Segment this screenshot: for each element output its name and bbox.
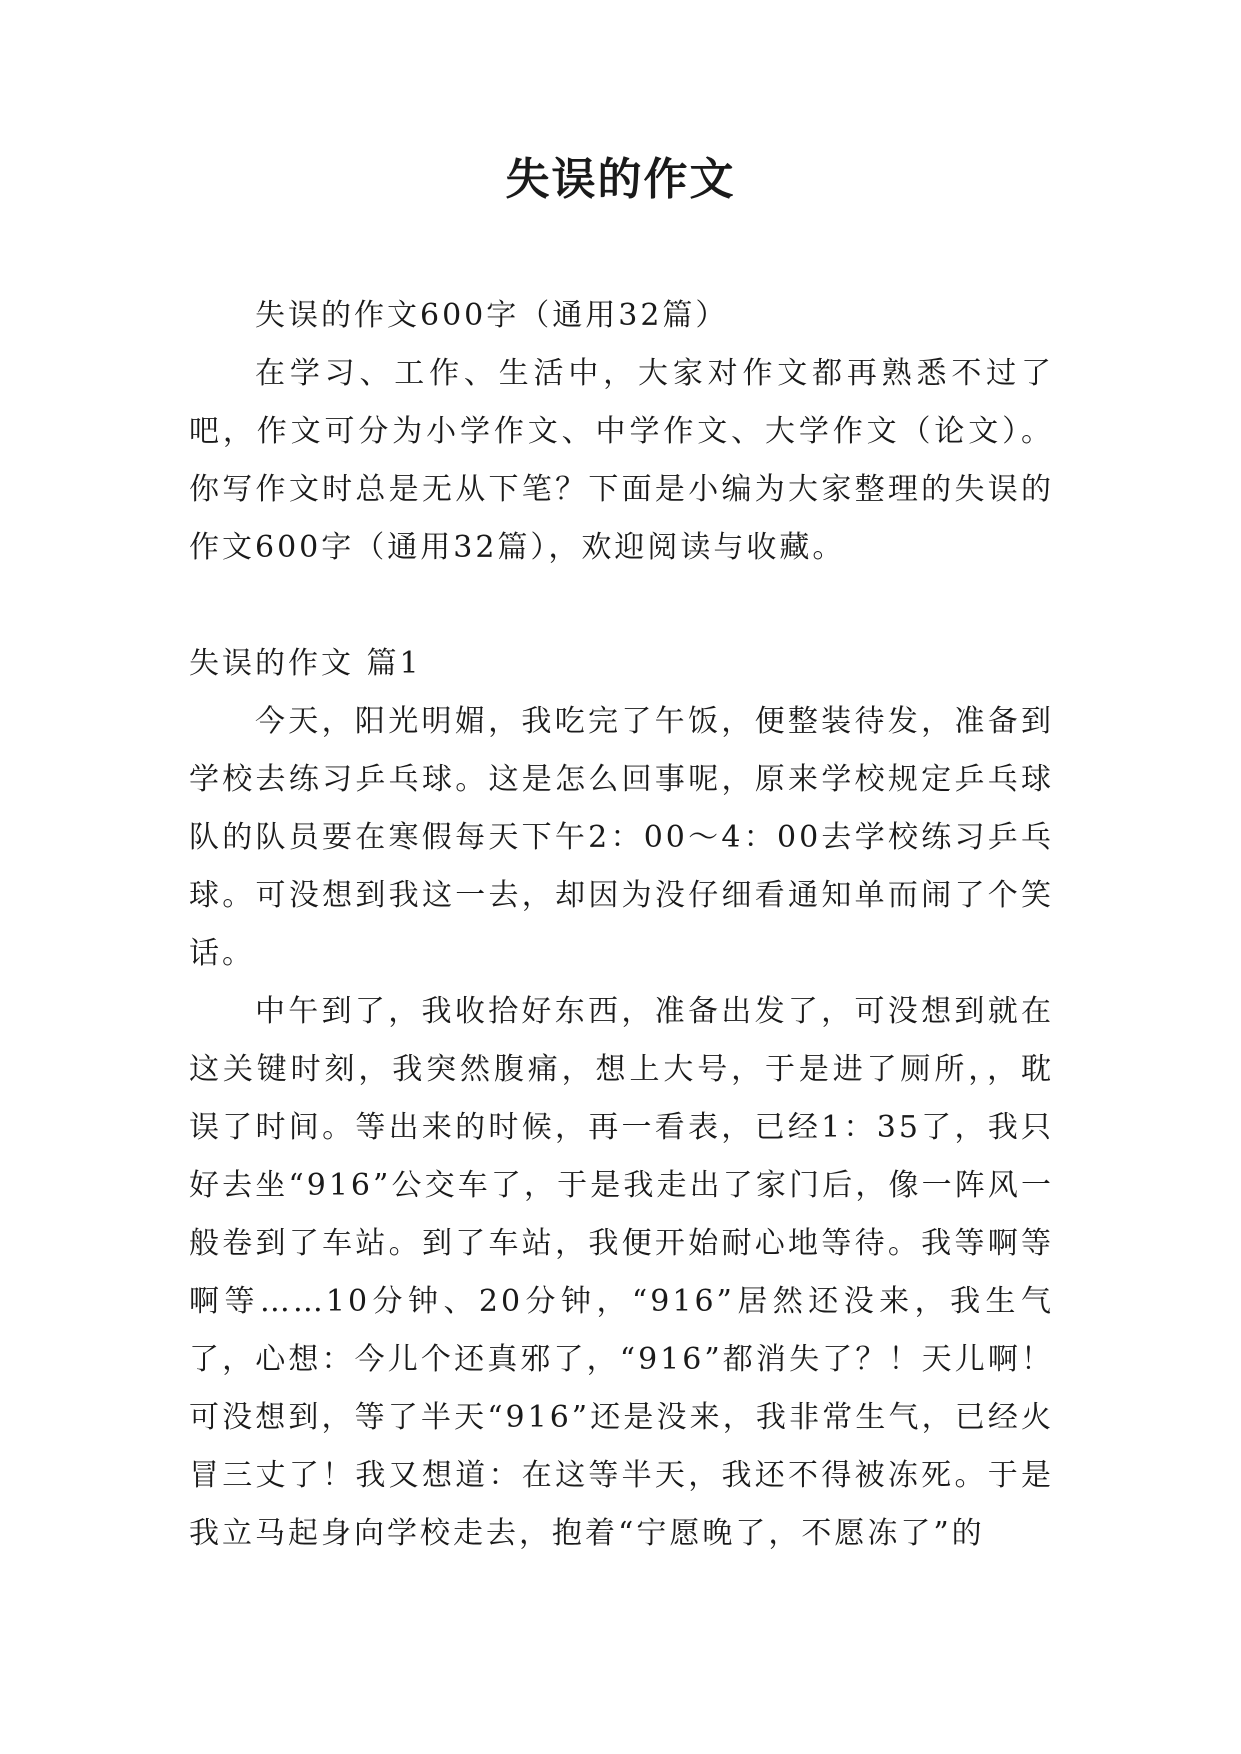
section-spacer xyxy=(189,577,1054,635)
document-subtitle: 失误的作文600字（通用32篇） xyxy=(255,298,729,333)
body-paragraph-2: 中午到了，我收拾好东西，准备出发了，可没想到就在这关键时刻，我突然腹痛，想上大号，于是进了厕所，，耽误了时间。等出来的时候，再一看表，已经1：35了，我只好去坐“916”公交车了，于是我走出了家门后，像一阵风一般卷到了车站。到了车站，我便开始耐心地等待。我等啊等啊等……10分钟、20分钟，“916”居然还没来，我生气了，心想：今儿个还真邪了，“916”都消失了？！天儿啊！可没想到，等了半天“916”还是没来，我非常生气，已经火冒三丈了！我又想道：在这等半天，我还不得被冻死。于是我立马起身向学校走去，抱着“宁愿晚了，不愿冻了”的 xyxy=(189,994,1054,1551)
document-body xyxy=(189,287,1054,1563)
body-paragraph-1: 今天，阳光明媚，我吃完了午饭，便整装待发，准备到学校去练习乒乓球。这是怎么回事呢，原来学校规定乒乓球队的队员要在寒假每天下午2：00～4：00去学校练习乒乓球。可没想到我这一去，却因为没仔细看通知单而闹了个笑话。 xyxy=(189,704,1054,971)
document-title: 失误的作文 xyxy=(505,154,736,205)
section-heading: 失误的作文 篇1 xyxy=(189,646,422,681)
intro-paragraph: 在学习、工作、生活中，大家对作文都再熟悉不过了吧，作文可分为小学作文、中学作文、大学作文（论文）。你写作文时总是无从下笔？下面是小编为大家整理的失误的作文600字（通用32篇），欢迎阅读与收藏。 xyxy=(189,356,1054,565)
